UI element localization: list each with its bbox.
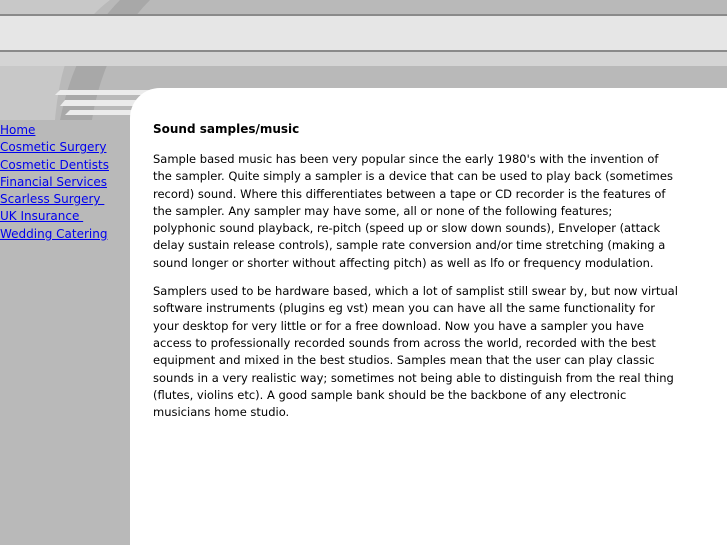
sidebar-nav [0,122,128,243]
article [153,121,678,432]
article-paragraph: Samplers used to be hardware based, which a lot of samplist still swear by, but now virtual software instruments (plugins eg vst) mean you can have all the same functionality for your desktop for very little or for a free download. Now you have a sampler you have access to professionally recorded sounds from across the world, recorded with the best equipment and mixed in the best studios. Samples mean that the user can play classic sounds in a very realistic way; sometimes not being able to distinguish from the real thing (flutes, violins etc). A good sample bank should be the backbone of any electronic musicians home studio. [153,284,678,420]
article-paragraph: Sample based music has been very popular since the early 1980's with the invention of the sampler. Quite simply a sampler is a device that can be used to play back (sometimes record) sound. Where this differentiates between a tape or CD recorder is the features of the sampler. Any sampler may have some, all or none of the following features; polyphonic sound playback, re-pitch (speed up or slow down sounds), Enveloper (attack delay sustain release controls), sample rate conversion and/or time stretching (making a sound longer or shorter without affecting pitch) as well as lfo or frequency modulation. [153,152,673,270]
nav-link-financial-services[interactable]: Financial Services [0,174,107,189]
nav-link-scarless-surgery[interactable]: Scarless Surgery [0,192,105,207]
nav-link-wedding-catering[interactable]: Wedding Catering [0,226,108,241]
main-content [130,88,727,545]
nav-link-cosmetic-surgery[interactable]: Cosmetic Surgery [0,140,107,155]
nav-link-cosmetic-dentists[interactable]: Cosmetic Dentists [0,157,109,172]
nav-link-uk-insurance[interactable]: UK Insurance [0,209,84,224]
nav-link-home[interactable]: Home [0,123,36,137]
article-title: Sound samples/music [153,122,300,136]
